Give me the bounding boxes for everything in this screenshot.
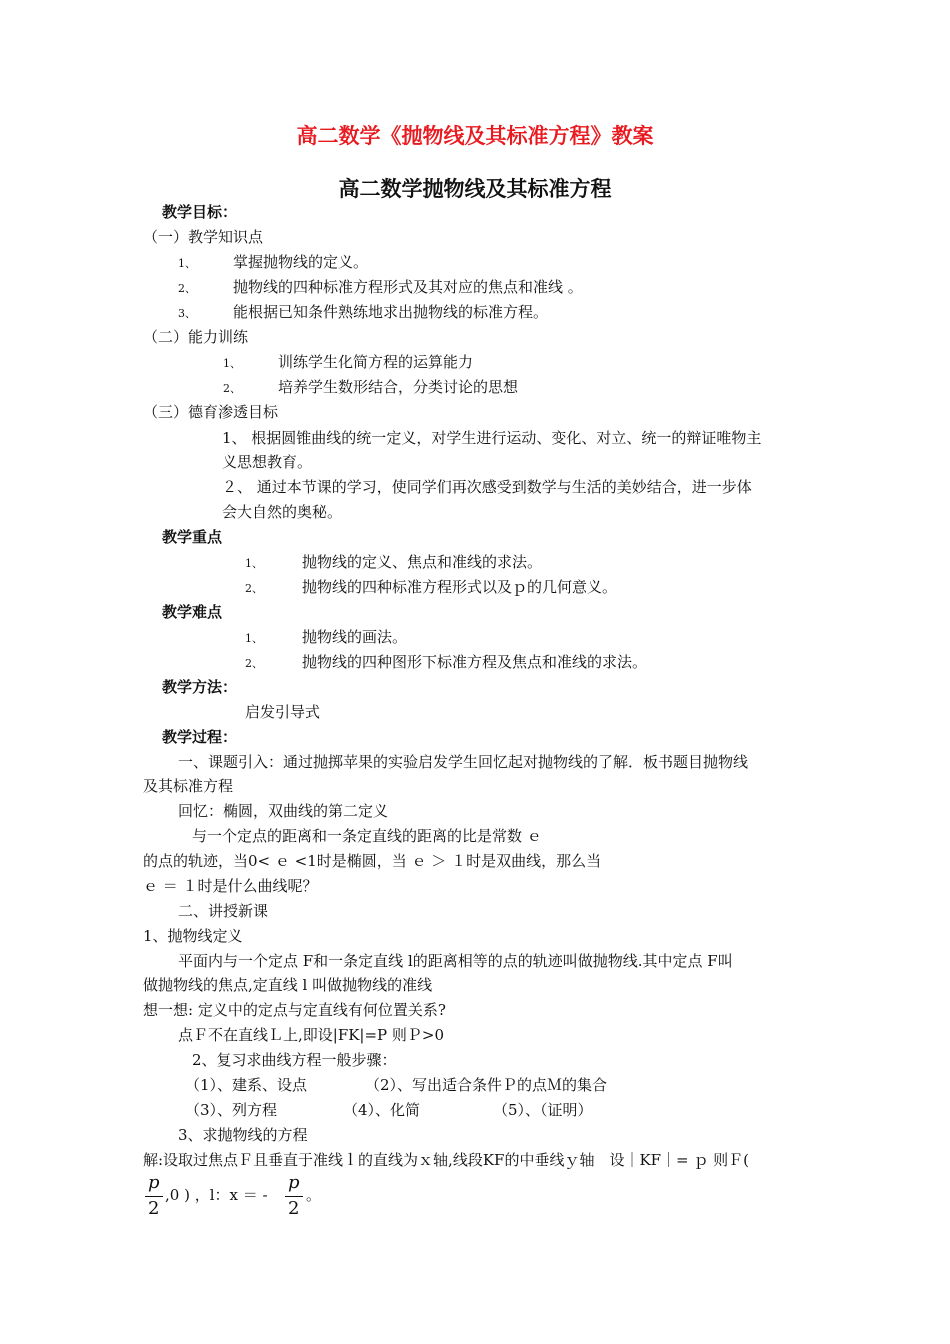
process-heading: 教学过程：: [162, 728, 238, 746]
difficulties-heading: 教学难点: [162, 603, 223, 621]
new-lesson-heading: 二、讲授新课: [178, 902, 269, 920]
definition-heading: 1、抛物线定义: [143, 927, 243, 945]
method-heading: 教学方法：: [162, 678, 238, 696]
moral-item-2-line-2: 会大自然的奥秘。: [222, 503, 343, 521]
step-3: （3）、列方程: [185, 1101, 278, 1119]
document-subtitle: 高二数学抛物线及其标准方程: [338, 177, 612, 201]
find-equation-heading: 3、求抛物线的方程: [178, 1126, 308, 1144]
steps-heading: 2、复习求曲线方程一般步骤：: [192, 1051, 397, 1069]
step-5: （5）、（证明）: [493, 1101, 593, 1119]
ability-item-2: 2、 培养学生数形结合，分类讨论的思想: [223, 378, 519, 396]
document-title: 高二数学《抛物线及其标准方程》教案: [296, 124, 654, 148]
moral-heading: （三）德育渗透目标: [143, 403, 279, 421]
goals-heading: 教学目标：: [162, 203, 238, 221]
step-4: （4）、化简: [343, 1101, 421, 1119]
knowledge-item-2: 2、 抛物线的四种标准方程形式及其对应的焦点和准线 。: [178, 278, 583, 296]
step-1: （1）、建系、设点: [185, 1076, 308, 1094]
step-2: （2）、写出适合条件Ｐ的点Ｍ的集合: [365, 1076, 608, 1094]
moral-item-1-line-1: 1、 根据圆锥曲线的统一定义，对学生进行运动、变化、对立、统一的辩证唯物主: [222, 429, 762, 447]
method-text: 启发引导式: [245, 703, 321, 721]
definition-line-1: 平面内与一个定点 F和一条定直线 l的距离相等的点的轨迹叫做抛物线.其中定点 F叫: [178, 952, 733, 970]
recall-line: 回忆：椭圆，双曲线的第二定义: [178, 802, 389, 820]
fraction-numerator-p-2: p: [288, 1172, 300, 1193]
key-point-item-2: 2、 抛物线的四种标准方程形式以及ｐ的几何意义。: [245, 578, 618, 596]
point-f-line: 点Ｆ不在直线Ｌ上,即设|FK|=P 则Ｐ>0: [178, 1026, 445, 1044]
process-intro-line-1: 一、课题引入：通过抛掷苹果的实验启发学生回忆起对抛物线的了解．板书题目抛物线: [178, 753, 749, 771]
key-point-item-1: 1、 抛物线的定义、焦点和准线的求法。: [245, 553, 543, 571]
process-intro-line-2: 及其标准方程: [143, 777, 234, 795]
fraction-denominator-2-b: 2: [288, 1198, 300, 1219]
knowledge-item-3: 3、 能根据已知条件熟练地求出抛物线的标准方程。: [178, 303, 549, 321]
fraction-denominator-2: 2: [148, 1198, 160, 1219]
moral-item-2-line-1: ２、 通过本节课的学习，使同学们再次感受到数学与生活的美妙结合，进一步体: [222, 478, 752, 496]
fraction-numerator-p: p: [148, 1172, 160, 1193]
key-points-heading: 教学重点: [162, 528, 223, 546]
fraction-bar: [145, 1196, 163, 1197]
definition-line-2: 做抛物线的焦点,定直线 l 叫做抛物线的准线: [143, 976, 433, 994]
focus-and-directrix-text: ,0 ) ，l：x ＝ -: [165, 1186, 268, 1204]
ability-heading: （二）能力训练: [143, 328, 249, 346]
fraction-bar-2: [285, 1196, 303, 1197]
moral-item-1-line-2: 义思想教育。: [222, 453, 313, 471]
difficulty-item-2: 2、 抛物线的四种图形下标准方程及焦点和准线的求法。: [245, 653, 648, 671]
ability-item-1: 1、 训练学生化简方程的运算能力: [223, 353, 474, 371]
ratio-line-1: 与一个定点的距离和一条定直线的距离的比是常数 ｅ: [192, 827, 542, 845]
think-line: 想一想: 定义中的定点与定直线有何位置关系?: [143, 1001, 446, 1019]
ratio-line-2: 的点的轨迹，当0< ｅ <1时是椭圆，当 ｅ ＞ １时是双曲线，那么当: [143, 852, 602, 870]
ratio-line-3: ｅ ＝ １时是什么曲线呢？: [143, 877, 318, 895]
knowledge-item-1: 1、 掌握抛物线的定义。: [178, 253, 369, 271]
knowledge-heading: （一）教学知识点: [143, 228, 264, 246]
difficulty-item-1: 1、 抛物线的画法。: [245, 628, 408, 646]
period-mark: 。: [306, 1186, 322, 1204]
solution-line: 解:设取过焦点Ｆ且垂直于准线ｌ的直线为ｘ轴,线段KF的中垂线ｙ轴 设｜KF｜= ｐ 则Ｆ(: [143, 1151, 750, 1169]
